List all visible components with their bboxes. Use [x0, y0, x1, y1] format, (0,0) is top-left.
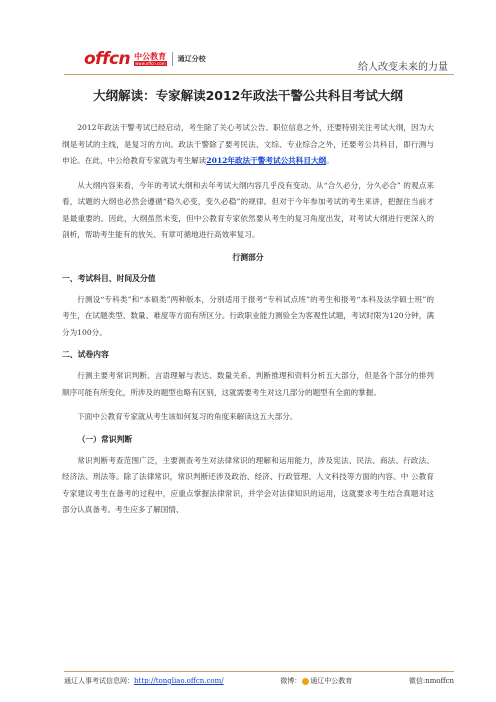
paragraph-intro-text: 2012年政法干警考试已经启动，考生除了关心考试公告、职位信息之外，还要特别关注考试大纲，因为大纲是考试的主线，是复习的方向。政法干警除了要考民法、文综、专业综合之外，还要考公共科目，即行测与申论。在此，中公给教育专家就为考生解读	[62, 123, 434, 165]
logo-divider	[172, 52, 173, 66]
header-divider	[64, 74, 454, 75]
paragraph-common-sense: 常识判断考查范围广泛，主要测查考生对法律常识的理解和运用能力，涉及宪法、民法、商法、行政法、经济法、刑法等。除了法律常识，常识判断还涉及政治、经济、行政管理、人文科技等方面的内容。中 公教育专家建议考生在备考的过程中，应重点掌握法律常识，并学会对法律知识的运用，这就要求考生结合真题对这部分认真备考。考生应多了解国情、	[62, 455, 434, 514]
section-heading: 行测部分	[232, 252, 264, 262]
document-body	[62, 86, 434, 527]
syllabus-link[interactable]: 2012年政法干警考试公共科目大纲	[206, 156, 327, 165]
heading-subjects: 一、考试科目、时间及分值	[62, 273, 156, 283]
branch-name: 通辽分校	[177, 55, 206, 63]
footer-site-url[interactable]: http://tongliao.offcn.com/	[134, 677, 224, 685]
page-footer	[64, 676, 454, 686]
paragraph-syllabus-analysis: 从大纲内容来看，今年的考试大纲和去年考试大纲内容几乎没有变动。从“合久必分，分久必合” 的观点来看，试题的大纲也必然会遵循“稳久必变，变久必稳”的规律。但对于今年参加考试的考生来讲，把握住当前才是最重要的。因此，大纲虽然未变，但中公教育专家依然要从考生的复习角度出发，对考试大纲进行更深入的剖析，帮助考生能有的放矢、有章可循地进行高效率复习。	[62, 180, 434, 239]
footer-site-label: 通辽人事考试信息网：	[64, 677, 134, 685]
offcn-logo	[84, 48, 206, 70]
paragraph-intro-end: 。	[326, 156, 334, 165]
page-header	[0, 0, 496, 78]
slogan: 给人改变未来的力量	[358, 62, 448, 73]
document-title: 大纲解读：专家解读2012年政法干警公共科目考试大纲	[93, 88, 403, 103]
logo-name: 中公教育	[134, 52, 167, 61]
footer-wechat: 微信:nmoffcn	[408, 677, 454, 685]
heading-content: 二、试卷内容	[62, 350, 109, 359]
footer-weibo	[280, 676, 352, 686]
paragraph-transition: 下面中公教育专家就从考生该如何复习的角度来解读这五大部分。	[77, 412, 298, 421]
paragraph-content: 行测主要考常识判断、言语理解与表达、数量关系、判断推理和资料分析五大部分，但是各个部分的排列顺序可能有所变化，所涉及的题型也略有区别，这就需要考生对这几部分的题型有全面的掌握。	[62, 371, 434, 397]
footer-divider	[64, 671, 454, 672]
footer-site	[64, 676, 224, 686]
footer-weibo-label: 微博：	[280, 677, 302, 685]
heading-common-sense: （一）常识判断	[77, 434, 133, 444]
paragraph-subjects: 行测设“专科类”和“本硕类”两种版本，分别适用于报考“专科试点班”的考生和报考“本科及法学硕士班”的考生，在试题类型、数量、难度等方面有所区分。行政职业能力测验全为客观性试题，考试时限为120分钟，满分为100分。	[62, 294, 434, 337]
footer-weibo-name: 通辽中公教育	[310, 677, 353, 685]
paragraph-intro	[62, 120, 434, 170]
logo-url: www.offcn.com	[135, 61, 166, 66]
weibo-icon	[302, 678, 309, 685]
logo-mark: offcn	[84, 49, 131, 69]
logo-text	[134, 52, 166, 66]
